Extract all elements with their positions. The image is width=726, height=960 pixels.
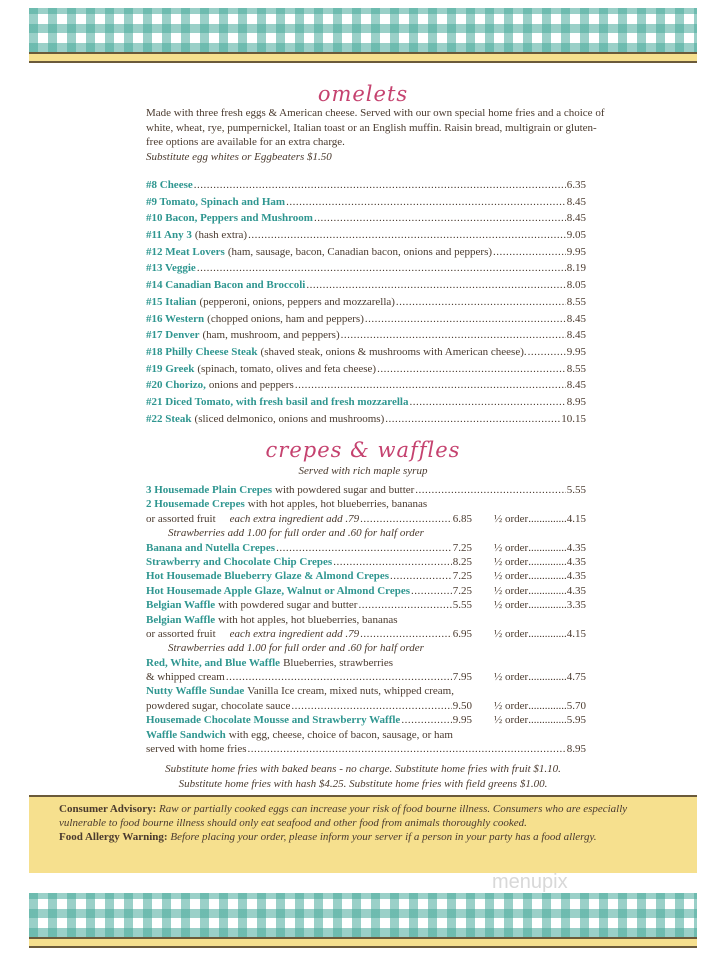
menu-row: [146, 641, 586, 655]
item-description: (hash extra): [194, 229, 248, 242]
dot-leader: [415, 483, 565, 497]
half-order-label: ½ order: [494, 599, 529, 612]
item-name: #12 Meat Lovers: [146, 245, 225, 258]
item-extra-note: each extra ingredient add .79: [229, 512, 360, 525]
dot-leader: [528, 598, 567, 612]
item-name: Belgian Waffle: [146, 613, 216, 626]
menu-row: [146, 526, 586, 540]
menu-row: [146, 728, 586, 742]
half-order-price: 4.35: [566, 570, 586, 583]
item-price: 6.95: [452, 627, 472, 640]
menu-row: [146, 512, 586, 526]
item-description: with powdered sugar and butter: [218, 599, 358, 612]
item-price: 6.35: [566, 179, 586, 191]
item-price: 7.25: [452, 570, 472, 583]
menu-row: [146, 361, 586, 378]
substitution-line: Substitute home fries with baked beans - no charge. Substitute home fries with fruit $1.10.: [165, 763, 561, 775]
dot-leader: [528, 699, 567, 713]
half-order-price: 4.35: [566, 584, 586, 597]
item-description: (ham, mushroom, and peppers): [202, 329, 340, 342]
item-name: #17 Denver: [146, 329, 200, 342]
half-order: [494, 670, 586, 684]
row-note: Strawberries add 1.00 for full order and .60 for half order: [168, 642, 424, 655]
item-price: 9.95: [566, 245, 586, 258]
item-price: 8.19: [566, 262, 586, 275]
dot-leader: [528, 344, 566, 361]
item-name: #13 Veggie: [146, 262, 196, 275]
dot-leader: [396, 294, 566, 311]
menu-row: [146, 627, 586, 641]
half-order-label: ½ order: [494, 671, 529, 684]
menu-row: [146, 244, 586, 261]
half-order: [494, 713, 586, 727]
item-price: 8.95: [566, 743, 586, 756]
dot-leader: [360, 512, 452, 526]
dot-leader: [528, 555, 567, 569]
item-price: 7.25: [452, 584, 472, 597]
menu-row: [146, 327, 586, 344]
item-description: with powdered sugar and butter: [275, 484, 415, 496]
dot-leader: [411, 584, 452, 598]
half-order-label: ½ order: [494, 555, 529, 568]
food-allergy-label: Food Allergy Warning:: [59, 831, 168, 843]
gingham-border-top: [29, 8, 697, 52]
item-description: served with home fries: [146, 743, 247, 756]
dot-leader: [360, 627, 452, 641]
menu-row: [146, 411, 586, 428]
menu-row: [146, 260, 586, 277]
dot-leader: [528, 512, 567, 526]
dot-leader: [341, 327, 566, 344]
item-price: 9.05: [566, 229, 586, 242]
dot-leader: [286, 194, 566, 211]
item-price: 9.95: [566, 345, 586, 358]
item-price: 9.50: [452, 699, 472, 712]
item-description: Blueberries, strawberries: [283, 656, 394, 669]
item-price: 8.05: [566, 279, 586, 292]
dot-leader: [197, 260, 566, 277]
item-name: #20 Chorizo,: [146, 379, 206, 392]
item-name: #16 Western: [146, 312, 205, 325]
menu-row: [146, 377, 586, 394]
item-name: Belgian Waffle: [146, 599, 216, 612]
dot-leader: [401, 713, 451, 727]
dot-leader: [365, 311, 566, 328]
item-name: #19 Greek: [146, 362, 195, 375]
crepes-title: crepes & waffles: [265, 438, 461, 462]
item-name: #14 Canadian Bacon and Broccoli: [146, 279, 306, 292]
item-description: or assorted fruit: [146, 627, 216, 640]
half-order-price: 4.35: [566, 541, 586, 554]
half-order: [494, 598, 586, 612]
menu-row: [146, 194, 586, 211]
omelets-intro: [146, 106, 606, 164]
item-price: 10.15: [561, 412, 586, 425]
omelets-substitute-note: Substitute egg whites or Eggbeaters $1.50: [146, 150, 332, 163]
menu-row: [146, 294, 586, 311]
item-name: Strawberry and Chocolate Chip Crepes: [146, 555, 333, 568]
consumer-advisory-text: Raw or partially cooked eggs can increase your risk of food bourne illness. Consumers who are especially vulnerable to food bourne illness should only eat seafood and other food from animals thoroughly cooked.: [59, 803, 628, 829]
dot-leader: [528, 584, 567, 598]
menu-row: [146, 613, 586, 627]
item-price: 8.25: [452, 555, 472, 568]
menu-row: [146, 497, 586, 511]
dot-leader: [276, 541, 452, 555]
row-note: Strawberries add 1.00 for full order and .60 for half order: [168, 527, 424, 540]
item-name: 2 Housemade Crepes: [146, 498, 245, 511]
watermark-logo: menupix: [492, 871, 568, 893]
menu-row: [146, 598, 586, 612]
dot-leader: [248, 227, 566, 244]
half-order-price: 4.15: [566, 512, 586, 525]
dot-leader: [295, 377, 566, 394]
yellow-strip-bottom: [29, 937, 697, 948]
menu-row: [146, 483, 586, 497]
item-price: 8.45: [566, 379, 586, 392]
item-name: Nutty Waffle Sundae: [146, 685, 245, 698]
item-price: 8.45: [566, 212, 586, 225]
gingham-border-bottom: [29, 893, 697, 937]
dot-leader: [314, 210, 566, 227]
menu-row: [146, 177, 586, 194]
half-order-label: ½ order: [494, 512, 529, 525]
menu-row: [146, 277, 586, 294]
crepes-subtitle: Served with rich maple syrup: [298, 465, 428, 477]
dot-leader: [358, 598, 451, 612]
menu-row: [146, 227, 586, 244]
omelets-list: [146, 177, 586, 427]
menu-row: [146, 541, 586, 555]
dot-leader: [333, 555, 452, 569]
menu-row: [146, 656, 586, 670]
menu-row: [146, 210, 586, 227]
half-order-price: 4.15: [566, 627, 586, 640]
half-order-price: 5.95: [566, 714, 586, 727]
item-name: #22 Steak: [146, 412, 192, 425]
half-order: [494, 627, 586, 641]
item-name: Waffle Sandwich: [146, 728, 226, 741]
consumer-advisory-box: [29, 795, 697, 873]
item-description: (shaved steak, onions & mushrooms with American cheese).: [260, 345, 527, 358]
item-price: 8.45: [566, 312, 586, 325]
item-price: 7.25: [452, 541, 472, 554]
item-description: (pepperoni, onions, peppers and mozzarella): [199, 295, 395, 308]
item-description: Vanilla Ice cream, mixed nuts, whipped cream,: [247, 685, 454, 698]
menu-row: [146, 742, 586, 756]
item-price: 8.55: [566, 362, 586, 375]
half-order: [494, 569, 586, 583]
omelets-description: Made with three fresh eggs & American cheese. Served with our own special home fries and a choice of white, wheat, rye, pumpernickel, Italian toast or an English muffin. Raisin bread, multigrain or gluten-free options are available for an extra charge.: [146, 107, 605, 148]
dot-leader: [528, 627, 567, 641]
menu-row: [146, 344, 586, 361]
item-description: (ham, sausage, bacon, Canadian bacon, onions and peppers): [227, 245, 493, 258]
item-extra-note: each extra ingredient add .79: [229, 627, 360, 640]
half-order-price: 4.75: [566, 671, 586, 684]
item-price: 7.95: [452, 671, 472, 684]
menu-row: [146, 699, 586, 713]
item-name: #21 Diced Tomato, with fresh basil and fresh mozzarella: [146, 395, 409, 408]
menu-row: [146, 713, 586, 727]
dot-leader: [306, 277, 565, 294]
item-price: 6.85: [452, 512, 472, 525]
dot-leader: [409, 394, 565, 411]
half-order: [494, 541, 586, 555]
half-order-label: ½ order: [494, 699, 529, 712]
menu-row: [146, 670, 586, 684]
yellow-strip-top: [29, 52, 697, 63]
half-order: [494, 584, 586, 598]
menu-row: [146, 394, 586, 411]
dot-leader: [528, 541, 567, 555]
item-name: #9 Tomato, Spinach and Ham: [146, 195, 286, 208]
half-order-label: ½ order: [494, 570, 529, 583]
half-order-price: 3.35: [566, 599, 586, 612]
half-order-label: ½ order: [494, 714, 529, 727]
item-price: 5.55: [566, 484, 586, 496]
item-name: #15 Italian: [146, 295, 197, 308]
half-order-price: 5.70: [566, 699, 586, 712]
half-order: [494, 512, 586, 526]
dot-leader: [493, 244, 566, 261]
item-description: or assorted fruit: [146, 512, 216, 525]
menu-row: [146, 569, 586, 583]
item-description: with hot apples, hot blueberries, bananas: [218, 613, 398, 626]
dot-leader: [194, 177, 566, 194]
item-name: #18 Philly Cheese Steak: [146, 345, 258, 358]
item-name: #10 Bacon, Peppers and Mushroom: [146, 212, 313, 225]
item-price: 9.95: [452, 714, 472, 727]
substitutions-note: [113, 762, 613, 792]
consumer-advisory-label: Consumer Advisory:: [59, 803, 157, 815]
item-description: powdered sugar, chocolate sauce: [146, 699, 291, 712]
half-order-price: 4.35: [566, 555, 586, 568]
menu-row: [146, 584, 586, 598]
dot-leader: [385, 411, 560, 428]
item-name: 3 Housemade Plain Crepes: [146, 484, 272, 496]
item-description: (sliced delmonico, onions and mushrooms): [194, 412, 385, 425]
dot-leader: [248, 742, 566, 756]
crepes-list: [146, 483, 586, 756]
dot-leader: [390, 569, 452, 583]
item-price: 8.45: [566, 329, 586, 342]
item-description: & whipped cream: [146, 671, 225, 684]
dot-leader: [528, 713, 567, 727]
dot-leader: [291, 699, 451, 713]
item-price: 8.55: [566, 295, 586, 308]
item-description: (chopped onions, ham and peppers): [207, 312, 364, 325]
dot-leader: [226, 670, 452, 684]
omelets-title: omelets: [317, 82, 409, 106]
half-order: [494, 555, 586, 569]
substitution-line: Substitute home fries with hash $4.25. Substitute home fries with field greens $1.00.: [178, 778, 548, 790]
item-price: 8.95: [566, 395, 586, 408]
item-description: with hot apples, hot blueberries, bananas: [247, 498, 428, 511]
dot-leader: [528, 569, 567, 583]
menu-row: [146, 311, 586, 328]
half-order-label: ½ order: [494, 627, 529, 640]
item-price: 5.55: [452, 599, 472, 612]
half-order-label: ½ order: [494, 541, 529, 554]
menu-row: [146, 555, 586, 569]
item-name: Housemade Chocolate Mousse and Strawberry Waffle: [146, 714, 401, 727]
food-allergy-text: Before placing your order, please inform your server if a person in your party has a food allergy.: [170, 831, 597, 843]
item-description: onions and peppers: [208, 379, 294, 392]
item-name: #8 Cheese: [146, 179, 193, 191]
item-name: #11 Any 3: [146, 229, 192, 242]
dot-leader: [377, 361, 566, 378]
item-name: Hot Housemade Apple Glaze, Walnut or Almond Crepes: [146, 584, 411, 597]
item-price: 8.45: [566, 195, 586, 208]
item-description: (spinach, tomato, olives and feta cheese): [197, 362, 377, 375]
menu-row: [146, 684, 586, 698]
item-name: Hot Housemade Blueberry Glaze & Almond Crepes: [146, 570, 389, 583]
half-order: [494, 699, 586, 713]
item-description: with egg, cheese, choice of bacon, sausage, or ham: [228, 728, 453, 741]
half-order-label: ½ order: [494, 584, 529, 597]
dot-leader: [528, 670, 567, 684]
item-name: Red, White, and Blue Waffle: [146, 656, 281, 669]
item-name: Banana and Nutella Crepes: [146, 541, 276, 554]
